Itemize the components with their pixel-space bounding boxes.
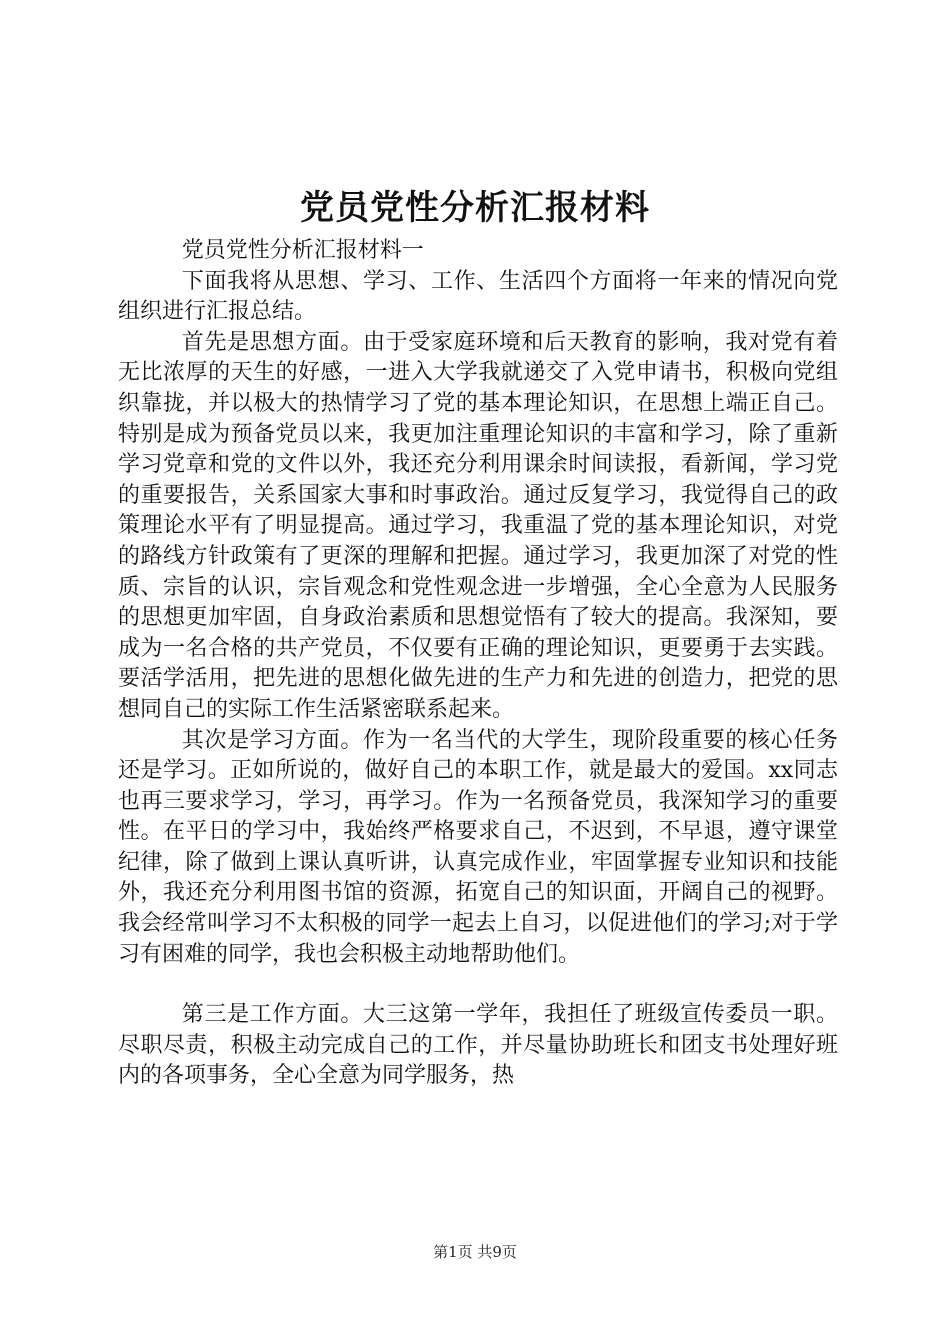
- paragraph-thought: 首先是思想方面。由于受家庭环境和后天教育的影响，我对党有着无比浓厚的天生的好感，一进入大学我就递交了入党申请书，积极向党组织靠拢，并以极大的热情学习了党的基本理论知识，在思想上端正自己。特别是成为预备党员以来，我更加注重理论知识的丰富和学习，除了重新学习党章和党的文件以外，我还充分利用课余时间读报，看新闻，学习党的重要报告，关系国家大事和时事政治。通过反复学习，我觉得自己的政策理论水平有了明显提高。通过学习，我重温了党的基本理论知识，对党的路线方针政策有了更深的理解和把握。通过学习，我更加深了对党的性质、宗旨的认识，宗旨观念和党性观念进一步增强，全心全意为人民服务的思想更加牢固，自身政治素质和思想觉悟有了较大的提高。我深知，要成为一名合格的共产党员，不仅要有正确的理论知识，更要勇于去实践。要活学活用，把先进的思想化做先进的生产力和先进的创造力，把党的思想同自己的实际工作生活紧密联系起来。: [118, 329, 838, 722]
- paragraph-intro: 下面我将从思想、学习、工作、生活四个方面将一年来的情况向党组织进行汇报总结。: [118, 268, 838, 325]
- document-title: 党员党性分析汇报材料: [300, 188, 650, 228]
- document-body: [118, 236, 838, 1092]
- paragraph-subtitle: 党员党性分析汇报材料一: [181, 238, 424, 263]
- paragraph-study: 其次是学习方面。作为一名当代的大学生，现阶段重要的核心任务还是学习。正如所说的，做好自己的本职工作，就是最大的爱国。xx同志也再三要求学习，学习，再学习。作为一名预备党员，我深知学习的重要性。在平日的学习中，我始终严格要求自己，不迟到，不早退，遵守课堂纪律，除了做到上课认真听讲，认真完成作业，牢固掌握专业知识和技能外，我还充分利用图书馆的资源，拓宽自己的知识面，开阔自己的视野。我会经常叫学习不太积极的同学一起去上自习，以促进他们的学习;对于学习有困难的同学，我也会积极主动地帮助他们。: [118, 727, 838, 967]
- page-number: 第1页 共9页: [433, 1243, 517, 1261]
- paragraph-work: 第三是工作方面。大三这第一学年，我担任了班级宣传委员一职。尽职尽责，积极主动完成自己的工作，并尽量协助班长和团支书处理好班内的各项事务，全心全意为同学服务，热: [118, 1002, 838, 1089]
